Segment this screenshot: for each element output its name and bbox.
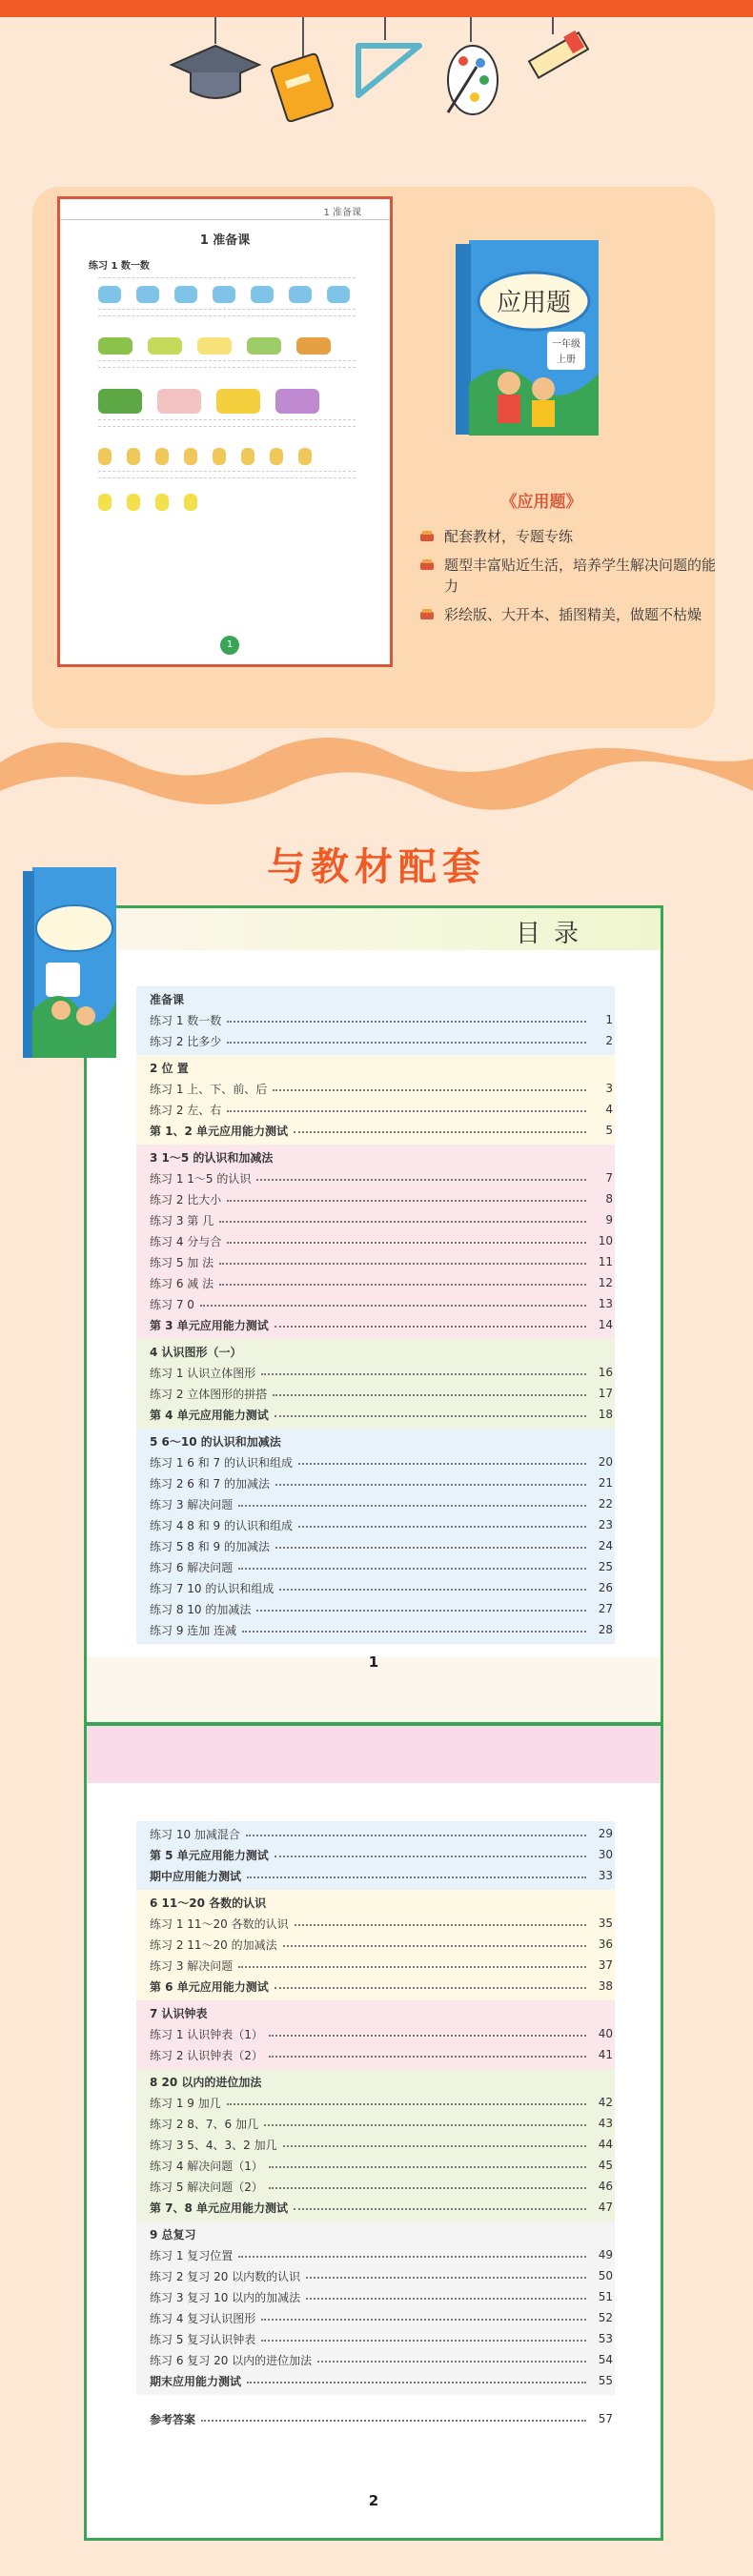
toc-entry-label: 期中应用能力测试	[150, 1869, 242, 1883]
toc-section	[136, 2069, 615, 2221]
toc-unit-heading	[136, 2002, 615, 2023]
toc-leader-dots	[275, 1415, 586, 1417]
sample-exercise-line	[98, 471, 356, 472]
toc-leader-dots	[227, 1242, 586, 1244]
toc-entry-page: 4	[605, 1103, 613, 1116]
toc-entry-label: 练习 1 认识立体图形	[150, 1366, 256, 1380]
toc-entry-label: 练习 7 10 的认识和组成	[150, 1581, 275, 1595]
toc-leader-dots	[264, 2124, 586, 2126]
book-cover-thumbnail	[23, 867, 116, 1067]
toc-entry-page: 52	[598, 2311, 613, 2324]
toc-leader-dots	[279, 1589, 586, 1591]
toc-leader-dots	[247, 1876, 586, 1878]
toc-entry-label: 练习 1 数一数	[150, 1013, 222, 1027]
sample-exercise-line	[98, 367, 356, 368]
toc-entry-label: 练习 2 比多少	[150, 1034, 222, 1048]
toc-leader-dots	[273, 1089, 586, 1091]
toc-entry-page: 12	[598, 1276, 613, 1289]
toc-entry-page: 10	[598, 1234, 613, 1247]
toc-entry-page: 45	[598, 2159, 613, 2172]
toc-entry-label: 练习 5 解决问题（2）	[150, 2180, 263, 2194]
toc-section	[136, 2221, 615, 2395]
toc-entry	[136, 1120, 615, 1141]
toc-entry-label: 练习 3 解决问题	[150, 1497, 234, 1511]
toc-section	[136, 1339, 615, 1429]
toc-unit-heading	[136, 988, 615, 1009]
toc-entry-page: 1	[605, 1013, 613, 1026]
toc-leader-dots	[283, 1945, 586, 1947]
sample-exercise-line	[98, 315, 356, 316]
toc-entry-label: 练习 3 5、4、3、2 加几	[150, 2138, 277, 2152]
toc-title: 目录	[515, 920, 592, 948]
toc-entry-page: 23	[598, 1518, 613, 1531]
feature-item	[419, 604, 724, 625]
toc-page-number: 2	[368, 2492, 379, 2509]
toc-leader-dots	[298, 1463, 586, 1465]
toc-leader-dots	[227, 1200, 586, 1202]
toc-entry	[136, 1230, 615, 1251]
toc-entry-label: 练习 8 10 的加减法	[150, 1602, 252, 1616]
toc-entry	[136, 2176, 615, 2197]
toc-entry	[136, 2307, 615, 2328]
toc-entry-label: 练习 3 第 几	[150, 1213, 214, 1227]
toc-leader-dots	[283, 2145, 586, 2147]
toc-entry-page: 18	[598, 1408, 613, 1421]
feature-text: 彩绘版、大开本、插图精美，做题不枯燥	[444, 606, 702, 623]
toc-leader-dots	[246, 1835, 586, 1836]
cake-bullet-icon	[419, 558, 435, 571]
toc-entry-label: 练习 3 复习 10 以内的加减法	[150, 2290, 301, 2304]
toc-entry	[136, 1030, 615, 1051]
toc-entry-page: 30	[598, 1848, 613, 1861]
toc-entry-label: 练习 6 解决问题	[150, 1560, 234, 1574]
sample-exercise-line	[98, 477, 356, 478]
toc-entry-label: 练习 2 11～20 的加减法	[150, 1937, 277, 1952]
toc-leader-dots	[242, 1631, 586, 1633]
toc-leader-dots	[269, 2035, 586, 2037]
toc-leader-dots	[294, 1131, 586, 1133]
toc-entry-label: 期末应用能力测试	[150, 2374, 242, 2388]
toc-entry-label: 3 1～5 的认识和加减法	[150, 1150, 274, 1165]
toc-entry-page: 43	[598, 2117, 613, 2130]
toc-entry-label: 6 11～20 各数的认识	[150, 1896, 267, 1910]
toc-entry	[136, 2134, 615, 2155]
toc-entry-page: 35	[598, 1917, 613, 1930]
toc-entry-label: 练习 3 解决问题	[150, 1958, 234, 1973]
feature-item	[419, 526, 724, 547]
toc-unit-heading	[136, 2071, 615, 2092]
toc-entry	[136, 1078, 615, 1099]
sample-page-header	[60, 199, 390, 220]
toc-page-2	[84, 1723, 663, 2541]
toc-entry	[136, 1314, 615, 1335]
toc-entry-page: 26	[598, 1581, 613, 1594]
sample-illustration-row	[98, 389, 390, 414]
sample-page-thumbnail	[57, 196, 393, 667]
toc-entry	[136, 1383, 615, 1404]
toc-entry-page: 20	[598, 1455, 613, 1469]
notebook-icon	[271, 53, 334, 122]
toc-entry	[136, 1976, 615, 1997]
toc-leader-dots	[227, 2103, 586, 2105]
book-title-caption: 《应用题》	[500, 493, 582, 512]
toc-entry	[136, 2197, 615, 2218]
toc-entry-label: 练习 2 8、7、6 加几	[150, 2117, 258, 2131]
toc-unit-heading	[136, 1146, 615, 1167]
toc-section	[136, 2406, 615, 2433]
toc-leader-dots	[306, 2277, 586, 2279]
sample-page-title: 1 准备课	[199, 233, 251, 248]
toc-leader-dots	[219, 1221, 586, 1223]
toc-entry-label: 4 认识图形（一）	[150, 1345, 242, 1359]
toc-entry-label: 第 4 单元应用能力测试	[150, 1408, 269, 1422]
toc-section	[136, 1890, 615, 2000]
toc-entry	[136, 1251, 615, 1272]
toc-entry-label: 8 20 以内的进位加法	[150, 2075, 262, 2089]
toc-entry-page: 21	[598, 1476, 613, 1490]
toc-leader-dots	[227, 1021, 586, 1023]
toc-unit-heading	[136, 1892, 615, 1913]
toc-leader-dots	[275, 1987, 586, 1989]
toc-header-band	[87, 908, 661, 950]
feature-list	[419, 526, 724, 633]
toc-entry-label: 第 7、8 单元应用能力测试	[150, 2201, 289, 2215]
toc-leader-dots	[317, 2361, 586, 2363]
toc-entry-label: 练习 1 11～20 各数的认识	[150, 1917, 289, 1931]
toc-page-number: 1	[368, 1653, 379, 1671]
toc-entry	[136, 1913, 615, 1934]
toc-entry-page: 38	[598, 1979, 613, 1993]
toc-entry-label: 练习 5 复习认识钟表	[150, 2332, 256, 2346]
section-heading: 与教材配套	[267, 845, 486, 889]
toc-entry-page: 25	[598, 1560, 613, 1573]
toc-entry-page: 16	[598, 1366, 613, 1379]
toc-leader-dots	[269, 2056, 586, 2058]
toc-unit-heading	[136, 1341, 615, 1362]
toc-leader-dots	[238, 1505, 586, 1507]
toc-leader-dots	[261, 1373, 586, 1375]
toc-entry	[136, 1293, 615, 1314]
toc-entry-label: 练习 4 解决问题（1）	[150, 2159, 263, 2173]
toc-entry-page: 37	[598, 1958, 613, 1972]
cake-bullet-icon	[419, 607, 435, 620]
toc-entry	[136, 2044, 615, 2065]
sample-exercise-line	[98, 360, 356, 361]
toc-entry-page: 5	[605, 1124, 613, 1137]
toc-leader-dots	[238, 1966, 586, 1968]
toc-entry	[136, 2286, 615, 2307]
toc-entry	[136, 2328, 615, 2349]
toc-entry-page: 49	[598, 2248, 613, 2262]
toc-leader-dots	[294, 2208, 586, 2210]
toc-entry	[136, 1404, 615, 1425]
toc-section	[136, 1145, 615, 1339]
toc-entry-page: 47	[598, 2201, 613, 2214]
toc-entry-page: 50	[598, 2269, 613, 2282]
toc-entry	[136, 1099, 615, 1120]
feature-text: 配套教材，专题专练	[444, 528, 574, 545]
toc-entry-label: 练习 1 1～5 的认识	[150, 1171, 252, 1186]
wave-divider	[0, 724, 753, 839]
toc-entry-label: 9 总复习	[150, 2227, 196, 2241]
toc-entry	[136, 1362, 615, 1383]
sample-illustration-row	[98, 494, 390, 511]
toc-leader-dots	[275, 1484, 586, 1486]
toc-entry	[136, 1514, 615, 1535]
toc-entry	[136, 1209, 615, 1230]
toc-entry-page: 13	[598, 1297, 613, 1310]
toc-entry-page: 41	[598, 2048, 613, 2061]
toc-entry-page: 27	[598, 1602, 613, 1615]
toc-leader-dots	[273, 1394, 586, 1396]
toc-leader-dots	[238, 1568, 586, 1570]
toc-entry	[136, 1009, 615, 1030]
toc-leader-dots	[201, 2420, 586, 2422]
toc-entry	[136, 2155, 615, 2176]
toc-section	[136, 1821, 615, 1890]
toc-leader-dots	[200, 1305, 586, 1307]
toc-entry-page: 9	[605, 1213, 613, 1227]
toc-entry-label: 练习 2 立体图形的拼搭	[150, 1387, 268, 1401]
toc-entry-page: 2	[605, 1034, 613, 1047]
book-cover-image	[456, 240, 599, 436]
toc-leader-dots	[256, 1179, 586, 1181]
set-square-icon	[358, 46, 419, 95]
toc-leader-dots	[219, 1284, 586, 1286]
toc-leader-dots	[275, 1856, 586, 1857]
toc-page-1	[84, 905, 663, 1725]
sample-exercise-line	[98, 309, 356, 310]
book-cover-term: 上册	[557, 355, 576, 365]
toc-entry-label: 练习 2 认识钟表（2）	[150, 2048, 263, 2062]
toc-entry-page: 46	[598, 2180, 613, 2193]
toc-entry	[136, 1472, 615, 1493]
toc-entry-label: 练习 10 加减混合	[150, 1827, 240, 1841]
toc-entry-label: 5 6～10 的认识和加减法	[150, 1434, 281, 1449]
toc-entry	[136, 1556, 615, 1577]
toc-section	[136, 986, 615, 1055]
toc-entry	[136, 1598, 615, 1619]
toc-entry-label: 第 5 单元应用能力测试	[150, 1848, 269, 1862]
toc-leader-dots	[219, 1263, 586, 1265]
toc-list	[136, 1821, 615, 2433]
toc-entry-page: 24	[598, 1539, 613, 1552]
toc-entry-label: 练习 4 分与合	[150, 1234, 222, 1248]
toc-entry-page: 36	[598, 1937, 613, 1951]
toc-entry-label: 参考答案	[150, 2412, 196, 2426]
toc-leader-dots	[261, 2340, 586, 2342]
toc-entry-label: 练习 5 8 和 9 的加减法	[150, 1539, 270, 1553]
toc-entry-page: 28	[598, 1623, 613, 1636]
paint-palette-icon	[448, 46, 498, 114]
sample-page-header-text: 1 准备课	[323, 208, 361, 218]
toc-entry-page: 57	[598, 2412, 613, 2425]
book-cover-title: 应用题	[496, 289, 572, 317]
toc-entry	[136, 2092, 615, 2113]
toc-entry-label: 第 1、2 单元应用能力测试	[150, 1124, 289, 1138]
toc-entry-page: 53	[598, 2332, 613, 2345]
toc-entry-page: 51	[598, 2290, 613, 2303]
toc-entry	[136, 1865, 615, 1886]
feature-text: 题型丰富贴近生活，培养学生解决问题的能力	[444, 557, 717, 595]
sample-illustration-row	[98, 286, 390, 303]
toc-section	[136, 1429, 615, 1644]
toc-entry-label: 练习 6 减 法	[150, 1276, 214, 1290]
toc-entry	[136, 1844, 615, 1865]
toc-entry	[136, 1451, 615, 1472]
sample-exercise-line	[98, 419, 356, 420]
toc-entry-label: 练习 2 比大小	[150, 1192, 222, 1207]
cake-bullet-icon	[419, 529, 435, 542]
toc-entry	[136, 2349, 615, 2370]
toc-leader-dots	[227, 1042, 586, 1044]
toc-entry-label: 第 3 单元应用能力测试	[150, 1318, 269, 1332]
toc-leader-dots	[227, 1110, 586, 1112]
sample-page-subtitle: 练习 1 数一数	[89, 261, 150, 272]
toc-entry-label: 2 位 置	[150, 1061, 189, 1075]
toc-entry	[136, 2408, 615, 2429]
toc-entry	[136, 2370, 615, 2391]
toc-entry	[136, 2023, 615, 2044]
toc-leader-dots	[298, 1526, 586, 1528]
toc-entry-label: 练习 1 复习位置	[150, 2248, 234, 2262]
sample-page-number: 1	[220, 636, 239, 655]
toc-entry	[136, 1272, 615, 1293]
toc-entry	[136, 1535, 615, 1556]
toc-leader-dots	[295, 1924, 586, 1926]
feature-item	[419, 555, 724, 597]
toc-entry	[136, 1577, 615, 1598]
graduation-cap-icon	[172, 46, 259, 98]
toc-entry	[136, 1188, 615, 1209]
toc-entry-page: 22	[598, 1497, 613, 1511]
toc-entry	[136, 1167, 615, 1188]
toc-entry-label: 练习 5 加 法	[150, 1255, 214, 1269]
toc-leader-dots	[275, 1547, 586, 1549]
toc-leader-dots	[306, 2298, 586, 2300]
toc-entry-label: 练习 1 6 和 7 的认识和组成	[150, 1455, 293, 1470]
toc-entry-label: 练习 7 0	[150, 1297, 194, 1311]
toc-entry	[136, 2265, 615, 2286]
toc-leader-dots	[269, 2187, 586, 2189]
toc-entry-page: 44	[598, 2138, 613, 2151]
toc-entry-label: 练习 2 复习 20 以内数的认识	[150, 2269, 301, 2283]
toc-entry-page: 17	[598, 1387, 613, 1400]
toc-entry-page: 55	[598, 2374, 613, 2387]
toc-leader-dots	[261, 2319, 586, 2321]
toc-entry-page: 8	[605, 1192, 613, 1206]
toc-leader-dots	[269, 2166, 586, 2168]
toc-entry-label: 练习 2 左、右	[150, 1103, 222, 1117]
toc-entry-label: 练习 4 复习认识图形	[150, 2311, 256, 2325]
toc-leader-dots	[275, 1326, 586, 1328]
toc-entry-label: 准备课	[150, 992, 185, 1006]
toc-entry-page: 14	[598, 1318, 613, 1331]
top-accent-bar	[0, 0, 753, 17]
toc-entry-label: 练习 1 上、下、前、后	[150, 1082, 268, 1096]
toc-unit-heading	[136, 1057, 615, 1078]
toc-entry-page: 29	[598, 1827, 613, 1840]
toc-entry-label: 练习 4 8 和 9 的认识和组成	[150, 1518, 293, 1532]
toc-entry-label: 7 认识钟表	[150, 2006, 208, 2020]
book-cover-grade: 一年级	[552, 339, 580, 350]
pencil-icon	[529, 30, 588, 78]
toc-entry-page: 3	[605, 1082, 613, 1095]
toc-unit-heading	[136, 2223, 615, 2244]
toc-entry-label: 练习 9 连加 连减	[150, 1623, 237, 1637]
toc-entry-page: 40	[598, 2027, 613, 2040]
sample-illustration-row	[98, 337, 390, 355]
toc-leader-dots	[238, 2256, 586, 2258]
toc-entry-page: 54	[598, 2353, 613, 2366]
toc-entry	[136, 2244, 615, 2265]
toc-entry	[136, 1823, 615, 1844]
toc-entry-page: 7	[605, 1171, 613, 1185]
sample-exercise-line	[98, 426, 356, 427]
toc-entry-label: 第 6 单元应用能力测试	[150, 1979, 269, 1994]
toc-entry-page: 33	[598, 1869, 613, 1882]
toc-leader-dots	[247, 2382, 586, 2383]
toc-entry	[136, 1955, 615, 1976]
toc-entry-label: 练习 1 认识钟表（1）	[150, 2027, 263, 2041]
toc-entry-label: 练习 1 9 加几	[150, 2096, 221, 2110]
toc-header-band	[87, 1726, 661, 1783]
toc-entry-page: 42	[598, 2096, 613, 2109]
toc-entry	[136, 1619, 615, 1640]
toc-leader-dots	[256, 1610, 586, 1612]
sample-illustration-row	[98, 448, 390, 465]
toc-list	[136, 986, 615, 1644]
toc-entry-page: 11	[598, 1255, 613, 1268]
toc-section	[136, 2000, 615, 2069]
toc-entry	[136, 1934, 615, 1955]
toc-entry-label: 练习 6 复习 20 以内的进位加法	[150, 2353, 313, 2367]
toc-section	[136, 1055, 615, 1145]
toc-entry-label: 练习 2 6 和 7 的加减法	[150, 1476, 270, 1491]
hanging-stationery-decoration	[0, 17, 753, 122]
sample-exercise-line	[98, 277, 356, 278]
toc-unit-heading	[136, 1430, 615, 1451]
toc-entry	[136, 2113, 615, 2134]
toc-entry	[136, 1493, 615, 1514]
